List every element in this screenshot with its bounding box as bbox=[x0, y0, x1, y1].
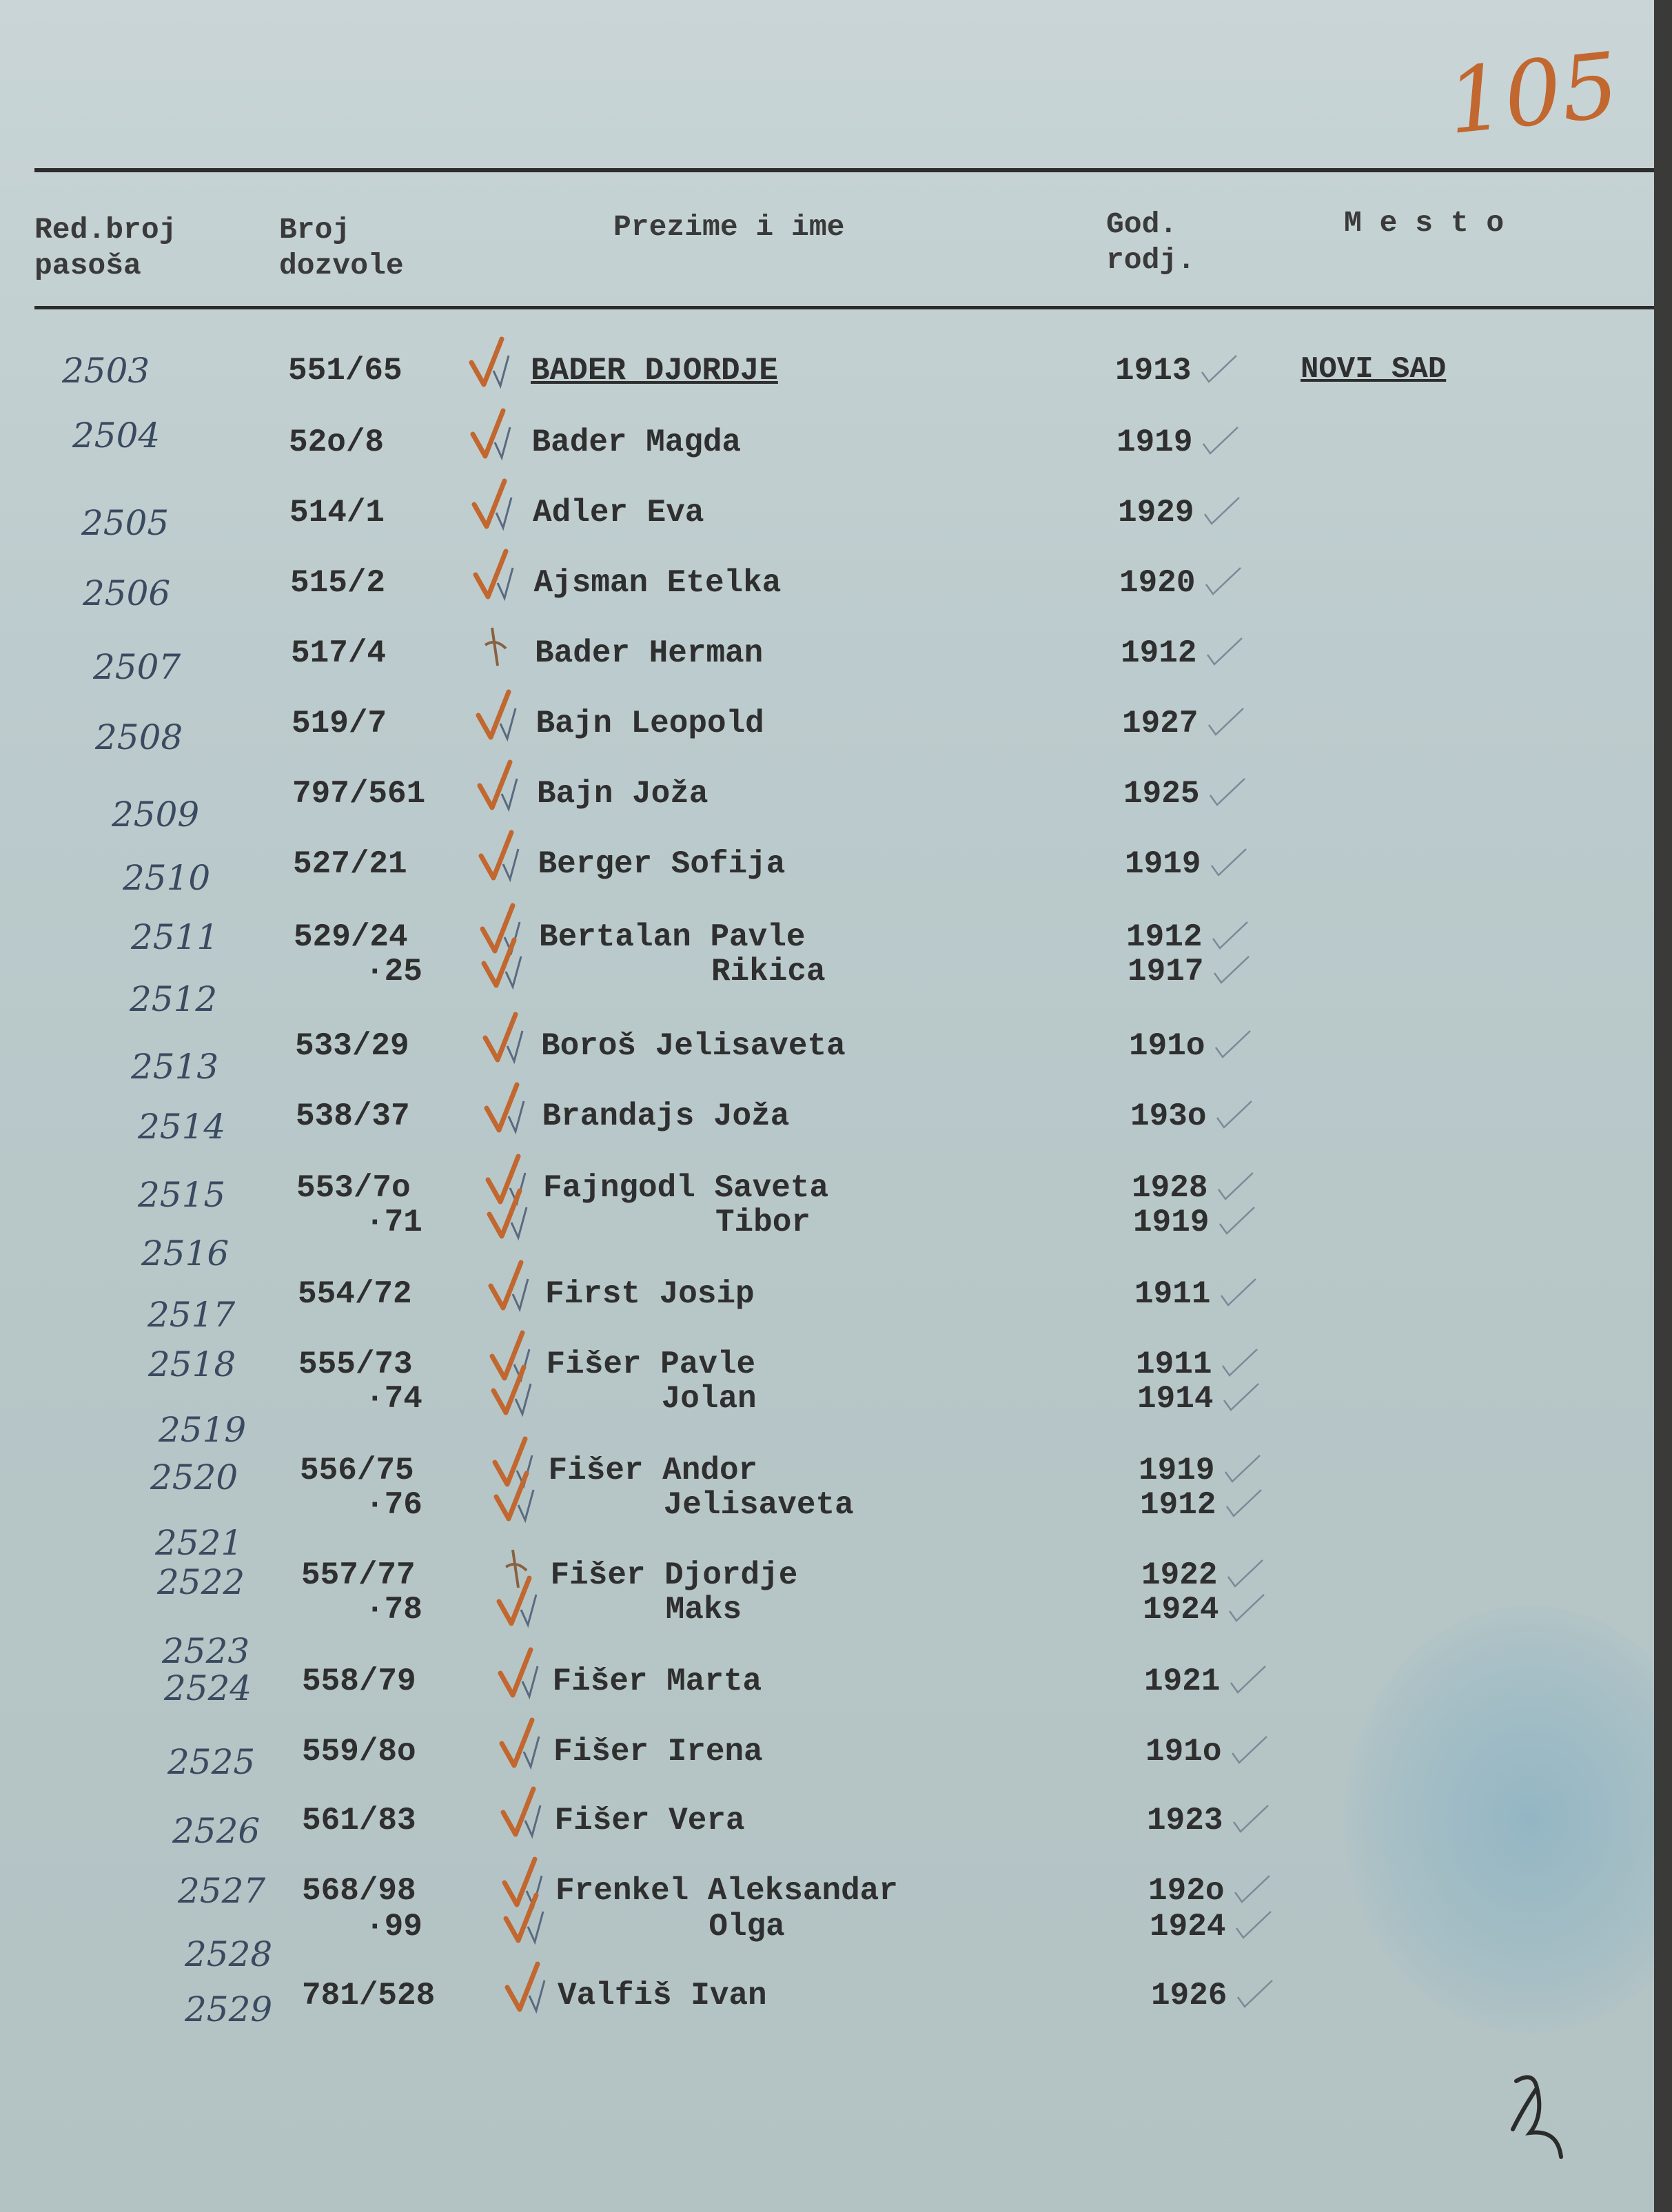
birth-year: 1912 bbox=[1121, 635, 1197, 671]
birth-year: 1923 bbox=[1147, 1803, 1223, 1839]
table-row bbox=[0, 1275, 1654, 1335]
permit-number: 553/7o bbox=[296, 1170, 411, 1206]
birth-year: 1911 bbox=[1136, 1346, 1212, 1382]
passport-number: 2514 bbox=[138, 1107, 226, 1147]
birth-year: 1913 bbox=[1115, 353, 1192, 389]
pencil-tick-icon bbox=[1206, 704, 1247, 739]
permit-number: 556/75 bbox=[300, 1453, 414, 1488]
pencil-tick-icon bbox=[1201, 423, 1242, 458]
pencil-tick-icon bbox=[1217, 1203, 1258, 1238]
pencil-tick-icon bbox=[1207, 775, 1249, 809]
table-row bbox=[0, 1976, 1654, 2029]
passport-number: 2503 bbox=[62, 351, 150, 391]
person-name: Rikica bbox=[540, 954, 826, 990]
passport-number: 2507 bbox=[93, 647, 181, 687]
check-mark-icon bbox=[476, 828, 524, 883]
table-row bbox=[0, 1380, 1654, 1450]
person-name: Maks bbox=[551, 1592, 742, 1628]
header-rule bbox=[34, 306, 1654, 309]
check-mark-icon bbox=[480, 1010, 528, 1065]
passport-number: 2512 bbox=[130, 979, 218, 1019]
permit-number: 797/561 bbox=[292, 776, 426, 812]
passport-number: 2522 bbox=[157, 1562, 245, 1602]
pencil-tick-icon bbox=[1199, 351, 1241, 386]
pencil-tick-icon bbox=[1221, 1380, 1263, 1414]
birth-year: 1917 bbox=[1128, 954, 1204, 990]
birth-year: 1924 bbox=[1143, 1592, 1219, 1628]
pencil-tick-icon bbox=[1227, 1590, 1268, 1625]
table-row bbox=[0, 1801, 1654, 1851]
table-row bbox=[0, 845, 1654, 898]
table-row bbox=[0, 493, 1654, 543]
permit-number: 557/77 bbox=[301, 1557, 416, 1593]
person-name: Berger Sofija bbox=[538, 846, 786, 882]
check-mark-icon bbox=[495, 1646, 543, 1701]
check-mark-icon bbox=[491, 1469, 539, 1524]
permit-number: 514/1 bbox=[289, 495, 385, 531]
check-mark-icon bbox=[493, 1574, 542, 1629]
birth-year: 1920 bbox=[1119, 565, 1196, 601]
permit-number: ·74 bbox=[365, 1381, 422, 1417]
passport-number: 2526 bbox=[172, 1811, 261, 1851]
check-mark-icon bbox=[466, 335, 514, 390]
table-row bbox=[0, 918, 1654, 956]
page-number: 105 bbox=[1442, 32, 1624, 155]
table-row bbox=[0, 704, 1654, 757]
person-name: Jelisaveta bbox=[549, 1487, 854, 1523]
person-name: BADER DJORDJE bbox=[531, 353, 778, 389]
birth-year: 1914 bbox=[1137, 1381, 1214, 1417]
pencil-tick-icon bbox=[1210, 918, 1252, 952]
table-row bbox=[0, 1907, 1654, 1974]
passport-number: 2516 bbox=[141, 1233, 230, 1273]
permit-number: 517/4 bbox=[291, 635, 387, 671]
passport-number: 2523 bbox=[162, 1631, 250, 1671]
check-mark-icon bbox=[485, 1258, 533, 1313]
birth-year: 1927 bbox=[1122, 706, 1199, 741]
permit-number: 529/24 bbox=[294, 919, 408, 955]
table-row bbox=[0, 952, 1654, 1019]
permit-number: 568/98 bbox=[302, 1873, 416, 1909]
person-name: Fajngodl Saveta bbox=[543, 1170, 829, 1206]
birth-year: 1929 bbox=[1118, 495, 1194, 531]
permit-number: 515/2 bbox=[290, 565, 386, 601]
birth-year: 1921 bbox=[1144, 1663, 1221, 1699]
place-cell: NOVI SAD bbox=[1301, 352, 1447, 387]
permit-number: 538/37 bbox=[296, 1098, 410, 1134]
permit-number: 52o/8 bbox=[289, 424, 385, 460]
pencil-tick-icon bbox=[1203, 564, 1245, 598]
permit-number: 559/8o bbox=[302, 1734, 416, 1770]
passport-number: 2504 bbox=[72, 416, 161, 455]
permit-number: 551/65 bbox=[288, 353, 402, 389]
birth-year: 1924 bbox=[1150, 1909, 1226, 1945]
permit-number: ·25 bbox=[365, 954, 422, 990]
check-mark-icon bbox=[474, 758, 522, 813]
person-name: Valfiš Ivan bbox=[558, 1978, 767, 2014]
passport-number: 2509 bbox=[112, 795, 200, 834]
table-row bbox=[0, 1590, 1654, 1671]
birth-year: 1919 bbox=[1125, 846, 1201, 882]
pencil-tick-icon bbox=[1228, 1662, 1270, 1697]
person-name: Bader Herman bbox=[535, 635, 764, 671]
header-place: M e s t o bbox=[1344, 206, 1505, 240]
passport-number: 2508 bbox=[95, 717, 183, 757]
permit-number: ·78 bbox=[365, 1592, 422, 1628]
person-name: Ajsman Etelka bbox=[533, 565, 782, 601]
pencil-tick-icon bbox=[1232, 1872, 1274, 1906]
person-name: Fišer Marta bbox=[552, 1663, 762, 1699]
birth-year: 1912 bbox=[1140, 1487, 1216, 1523]
pencil-tick-icon bbox=[1235, 1976, 1276, 2011]
table-row bbox=[0, 1345, 1654, 1384]
passport-number: 2511 bbox=[131, 917, 219, 957]
passport-number: 2527 bbox=[178, 1871, 266, 1911]
table-row bbox=[0, 1203, 1654, 1273]
passport-number: 2513 bbox=[131, 1047, 219, 1087]
permit-number: 527/21 bbox=[293, 846, 407, 882]
check-mark-icon bbox=[473, 688, 521, 743]
birth-year: 1925 bbox=[1123, 776, 1200, 812]
person-name: Bertalan Pavle bbox=[539, 919, 806, 955]
check-mark-icon bbox=[500, 1891, 549, 1946]
birth-year: 1919 bbox=[1117, 424, 1193, 460]
person-name: Fišer Pavle bbox=[546, 1346, 756, 1382]
person-name: Fišer Vera bbox=[554, 1803, 745, 1839]
passport-number: 2520 bbox=[150, 1457, 238, 1497]
birth-year: 1919 bbox=[1133, 1205, 1210, 1240]
check-mark-icon bbox=[478, 936, 527, 991]
permit-number: ·71 bbox=[365, 1205, 422, 1240]
pencil-tick-icon bbox=[1209, 845, 1250, 879]
permit-number: 561/83 bbox=[302, 1803, 416, 1839]
person-name: Jolan bbox=[547, 1381, 757, 1417]
birth-year: 1912 bbox=[1126, 919, 1203, 955]
birth-year: 193o bbox=[1130, 1098, 1207, 1134]
table-row bbox=[0, 634, 1654, 687]
permit-number: 533/29 bbox=[295, 1028, 409, 1064]
passport-number: 2505 bbox=[81, 503, 170, 543]
pencil-tick-icon bbox=[1205, 634, 1246, 668]
birth-year: 1911 bbox=[1134, 1276, 1211, 1312]
passport-number: 2519 bbox=[159, 1410, 247, 1450]
passport-number: 2525 bbox=[167, 1742, 256, 1782]
pencil-tick-icon bbox=[1225, 1556, 1267, 1590]
passport-number: 2510 bbox=[123, 858, 211, 898]
header-name: Prezime i ime bbox=[613, 210, 845, 244]
pencil-tick-icon bbox=[1223, 1451, 1264, 1486]
permit-number: 781/528 bbox=[302, 1978, 436, 2014]
table-row bbox=[0, 1451, 1654, 1497]
person-name: Fišer Irena bbox=[553, 1734, 763, 1770]
permit-number: 519/7 bbox=[292, 706, 387, 741]
pencil-tick-icon bbox=[1230, 1732, 1271, 1767]
pencil-tick-icon bbox=[1202, 493, 1243, 528]
cross-mark-icon bbox=[471, 617, 520, 673]
table-row bbox=[0, 1486, 1654, 1563]
pencil-tick-icon bbox=[1220, 1345, 1261, 1380]
birth-year: 1926 bbox=[1151, 1978, 1227, 2014]
birth-year: 191o bbox=[1129, 1028, 1205, 1064]
pencil-tick-icon bbox=[1219, 1275, 1260, 1309]
table-row bbox=[0, 1732, 1654, 1782]
permit-number: ·99 bbox=[365, 1909, 422, 1945]
passport-number: 2521 bbox=[155, 1523, 243, 1563]
table-row bbox=[0, 1097, 1654, 1147]
table-row bbox=[0, 1169, 1654, 1215]
person-name: Bajn Joža bbox=[537, 776, 708, 812]
person-name: Fišer Djordje bbox=[550, 1557, 798, 1593]
birth-year: 191o bbox=[1145, 1734, 1222, 1770]
table-row bbox=[0, 1027, 1654, 1087]
signature-initial bbox=[1496, 2067, 1571, 2164]
pencil-tick-icon bbox=[1234, 1907, 1275, 1942]
header-permit-no: Broj dozvole bbox=[279, 213, 404, 283]
person-name: Tibor bbox=[544, 1205, 810, 1240]
check-mark-icon bbox=[481, 1081, 529, 1136]
table-row bbox=[0, 775, 1654, 834]
pencil-tick-icon bbox=[1231, 1801, 1272, 1836]
permit-number: ·76 bbox=[365, 1487, 422, 1523]
permit-number: 558/79 bbox=[302, 1663, 416, 1699]
person-name: Olga bbox=[556, 1909, 785, 1945]
table-row bbox=[0, 416, 1654, 462]
top-rule bbox=[34, 168, 1654, 172]
pencil-tick-icon bbox=[1224, 1486, 1265, 1520]
check-mark-icon bbox=[469, 477, 517, 532]
passport-number: 2529 bbox=[185, 1989, 273, 2029]
passport-number: 2515 bbox=[138, 1175, 226, 1215]
table-row bbox=[0, 1872, 1654, 1910]
header-birth-year: God. rodj. bbox=[1106, 207, 1196, 277]
pencil-tick-icon bbox=[1216, 1169, 1257, 1203]
person-name: Fišer Andor bbox=[548, 1453, 758, 1488]
pencil-tick-icon bbox=[1214, 1097, 1256, 1131]
person-name: Bajn Leopold bbox=[536, 706, 764, 741]
passport-number: 2518 bbox=[148, 1344, 236, 1384]
header-passport-no: Red.broj pasoša bbox=[34, 213, 177, 283]
table-row bbox=[0, 1556, 1654, 1602]
pencil-tick-icon bbox=[1213, 1027, 1254, 1061]
person-name: Boroš Jelisaveta bbox=[541, 1028, 846, 1064]
check-mark-icon bbox=[496, 1716, 544, 1771]
birth-year: 192o bbox=[1148, 1873, 1225, 1909]
check-mark-icon bbox=[488, 1363, 536, 1418]
birth-year: 1928 bbox=[1132, 1170, 1208, 1206]
birth-year: 1922 bbox=[1141, 1557, 1218, 1593]
passport-number: 2524 bbox=[164, 1668, 252, 1708]
check-mark-icon bbox=[498, 1785, 546, 1840]
permit-number: 554/72 bbox=[298, 1276, 412, 1312]
table-row bbox=[0, 564, 1654, 613]
check-mark-icon bbox=[467, 407, 516, 462]
passport-number: 2528 bbox=[185, 1934, 273, 1974]
check-mark-icon bbox=[470, 547, 518, 602]
check-mark-icon bbox=[502, 1960, 550, 2015]
person-name: Frenkel Aleksandar bbox=[555, 1873, 898, 1909]
pencil-tick-icon bbox=[1212, 952, 1253, 987]
person-name: First Josip bbox=[545, 1276, 755, 1312]
person-name: Brandajs Joža bbox=[542, 1098, 790, 1134]
table-row bbox=[0, 1662, 1654, 1708]
passport-number: 2506 bbox=[83, 573, 171, 613]
birth-year: 1919 bbox=[1139, 1453, 1215, 1488]
check-mark-icon bbox=[484, 1187, 532, 1242]
person-name: Bader Magda bbox=[531, 424, 742, 460]
passport-number: 2517 bbox=[147, 1295, 236, 1335]
person-name: Adler Eva bbox=[533, 495, 704, 531]
permit-number: 555/73 bbox=[298, 1346, 413, 1382]
